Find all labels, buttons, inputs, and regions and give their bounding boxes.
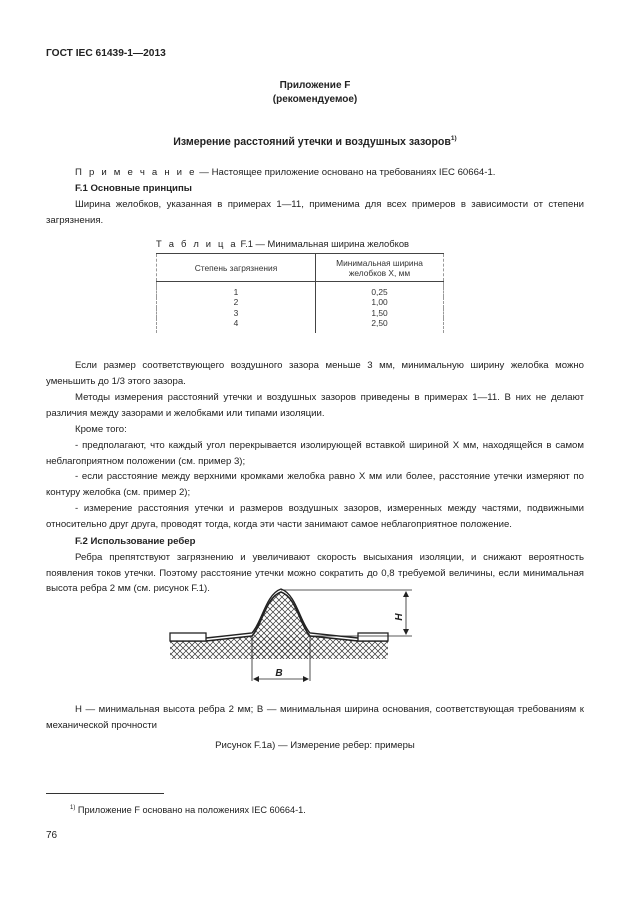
table-cell-width: 0,25: [316, 287, 444, 297]
table-row: [157, 287, 444, 297]
annex-title-text: Измерение расстояний утечки и воздушных зазоров: [173, 136, 451, 148]
note-label: П р и м е ч а н и е: [75, 167, 197, 178]
hatched-substrate: [170, 592, 388, 659]
table-cell-degree: 4: [157, 318, 316, 332]
footnote: [70, 803, 306, 819]
table-cell-degree: 3: [157, 308, 316, 318]
section-f1-paragraph: Ширина желобков, указанная в примерах 1—11, применима для всех примеров в зависимости от степени загрязнения.: [46, 199, 584, 226]
footnote-text: Приложение F основано на положениях IEC 60664-1.: [75, 805, 306, 815]
rib-figure: [150, 585, 430, 690]
annex-title-footnote-mark: 1): [450, 135, 457, 142]
figure-legend: H — минимальная высота ребра 2 мм; B — минимальная ширина основания, соответствующая требованиям к механической прочности: [46, 704, 584, 731]
section-f2-paragraph: Ребра препятствуют загрязнению и увеличивают скорость высыхания изоляции, и снижают вероятность появления токов утечки. Поэтому расстояние утечки можно сократить до 0,8 требуемой величины, если минимальная высота ребра 2 мм (см. рисунок F.1).: [46, 552, 584, 594]
figure-caption: Рисунок F.1a) — Измерение ребер: примеры: [215, 740, 415, 751]
page-number: 76: [46, 830, 58, 841]
table-row: [157, 318, 444, 332]
section-f1-heading: F.1 Основные принципы: [75, 183, 192, 194]
table-header-row: [157, 254, 444, 282]
note: [46, 165, 584, 181]
annex-title: [0, 135, 630, 151]
table-row: [157, 308, 444, 318]
note-text: — Настоящее приложение основано на требованиях IEC 60664-1.: [196, 167, 496, 178]
bullet-item: - измерение расстояния утечки и размеров воздушных зазоров, измеренных между частями, подвижными относительно друг друга, проводят тогда, когда эти части занимают самое неблагоприятное положение.: [46, 503, 584, 530]
table-row: [157, 297, 444, 307]
footnote-rule: [46, 793, 164, 794]
col-header-min-width: Минимальная ширина желобков X, мм: [316, 254, 444, 282]
label-b: B: [275, 668, 283, 679]
right-conductor-plate: [358, 633, 388, 641]
table-cell-degree: 2: [157, 297, 316, 307]
section-f2-heading: F.2 Использование ребер: [75, 536, 196, 547]
table-caption-text: F.1 — Минимальная ширина желобков: [237, 238, 410, 249]
body-paragraph: Если размер соответствующего воздушного зазора меньше 3 мм, минимальную ширину желобка можно уменьшить до 1/3 этого зазора.: [46, 360, 584, 387]
body-paragraph: Кроме того:: [75, 424, 127, 435]
table-cell-width: 1,50: [316, 308, 444, 318]
col-header-pollution-degree: Степень загрязнения: [157, 254, 316, 282]
bullet-item: - если расстояние между верхними кромками желобка равно X мм или более, расстояние утечки измеряют по контуру желобка (см. пример 2);: [46, 471, 584, 498]
table-cell-degree: 1: [157, 287, 316, 297]
left-conductor-plate: [170, 633, 206, 641]
annex-status: (рекомендуемое): [272, 94, 358, 105]
annex-label: Приложение F: [279, 80, 351, 91]
label-h: H: [394, 613, 405, 621]
bullet-item: - предполагают, что каждый угол перекрывается изолирующей вставкой шириной X мм, находящейся в самом неблагоприятном положении (см. пример 3);: [46, 440, 584, 467]
groove-width-table: [156, 253, 444, 333]
standard-header: ГОСТ IEC 61439-1—2013: [46, 48, 166, 59]
table-cell-width: 2,50: [316, 318, 444, 332]
footnote-mark: 1): [70, 805, 76, 811]
table-caption-label: Т а б л и ц а: [156, 238, 238, 249]
table-cell-width: 1,00: [316, 297, 444, 307]
table-caption: [156, 236, 409, 252]
body-paragraph: Методы измерения расстояний утечки и воздушных зазоров приведены в примерах 1—11. В них не делают различия между зазорами и желобками или типами изоляции.: [46, 392, 584, 419]
